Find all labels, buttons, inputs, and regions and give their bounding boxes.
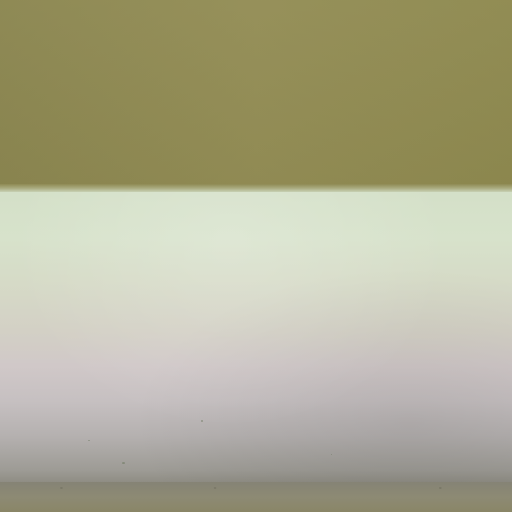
pale-surface [0,192,512,482]
surface-speck [88,440,90,441]
top-olive-band [0,0,512,188]
surface-speck [122,462,125,464]
surface-speck [201,420,203,422]
surface-speck [331,454,332,455]
bottom-texture [0,487,512,489]
